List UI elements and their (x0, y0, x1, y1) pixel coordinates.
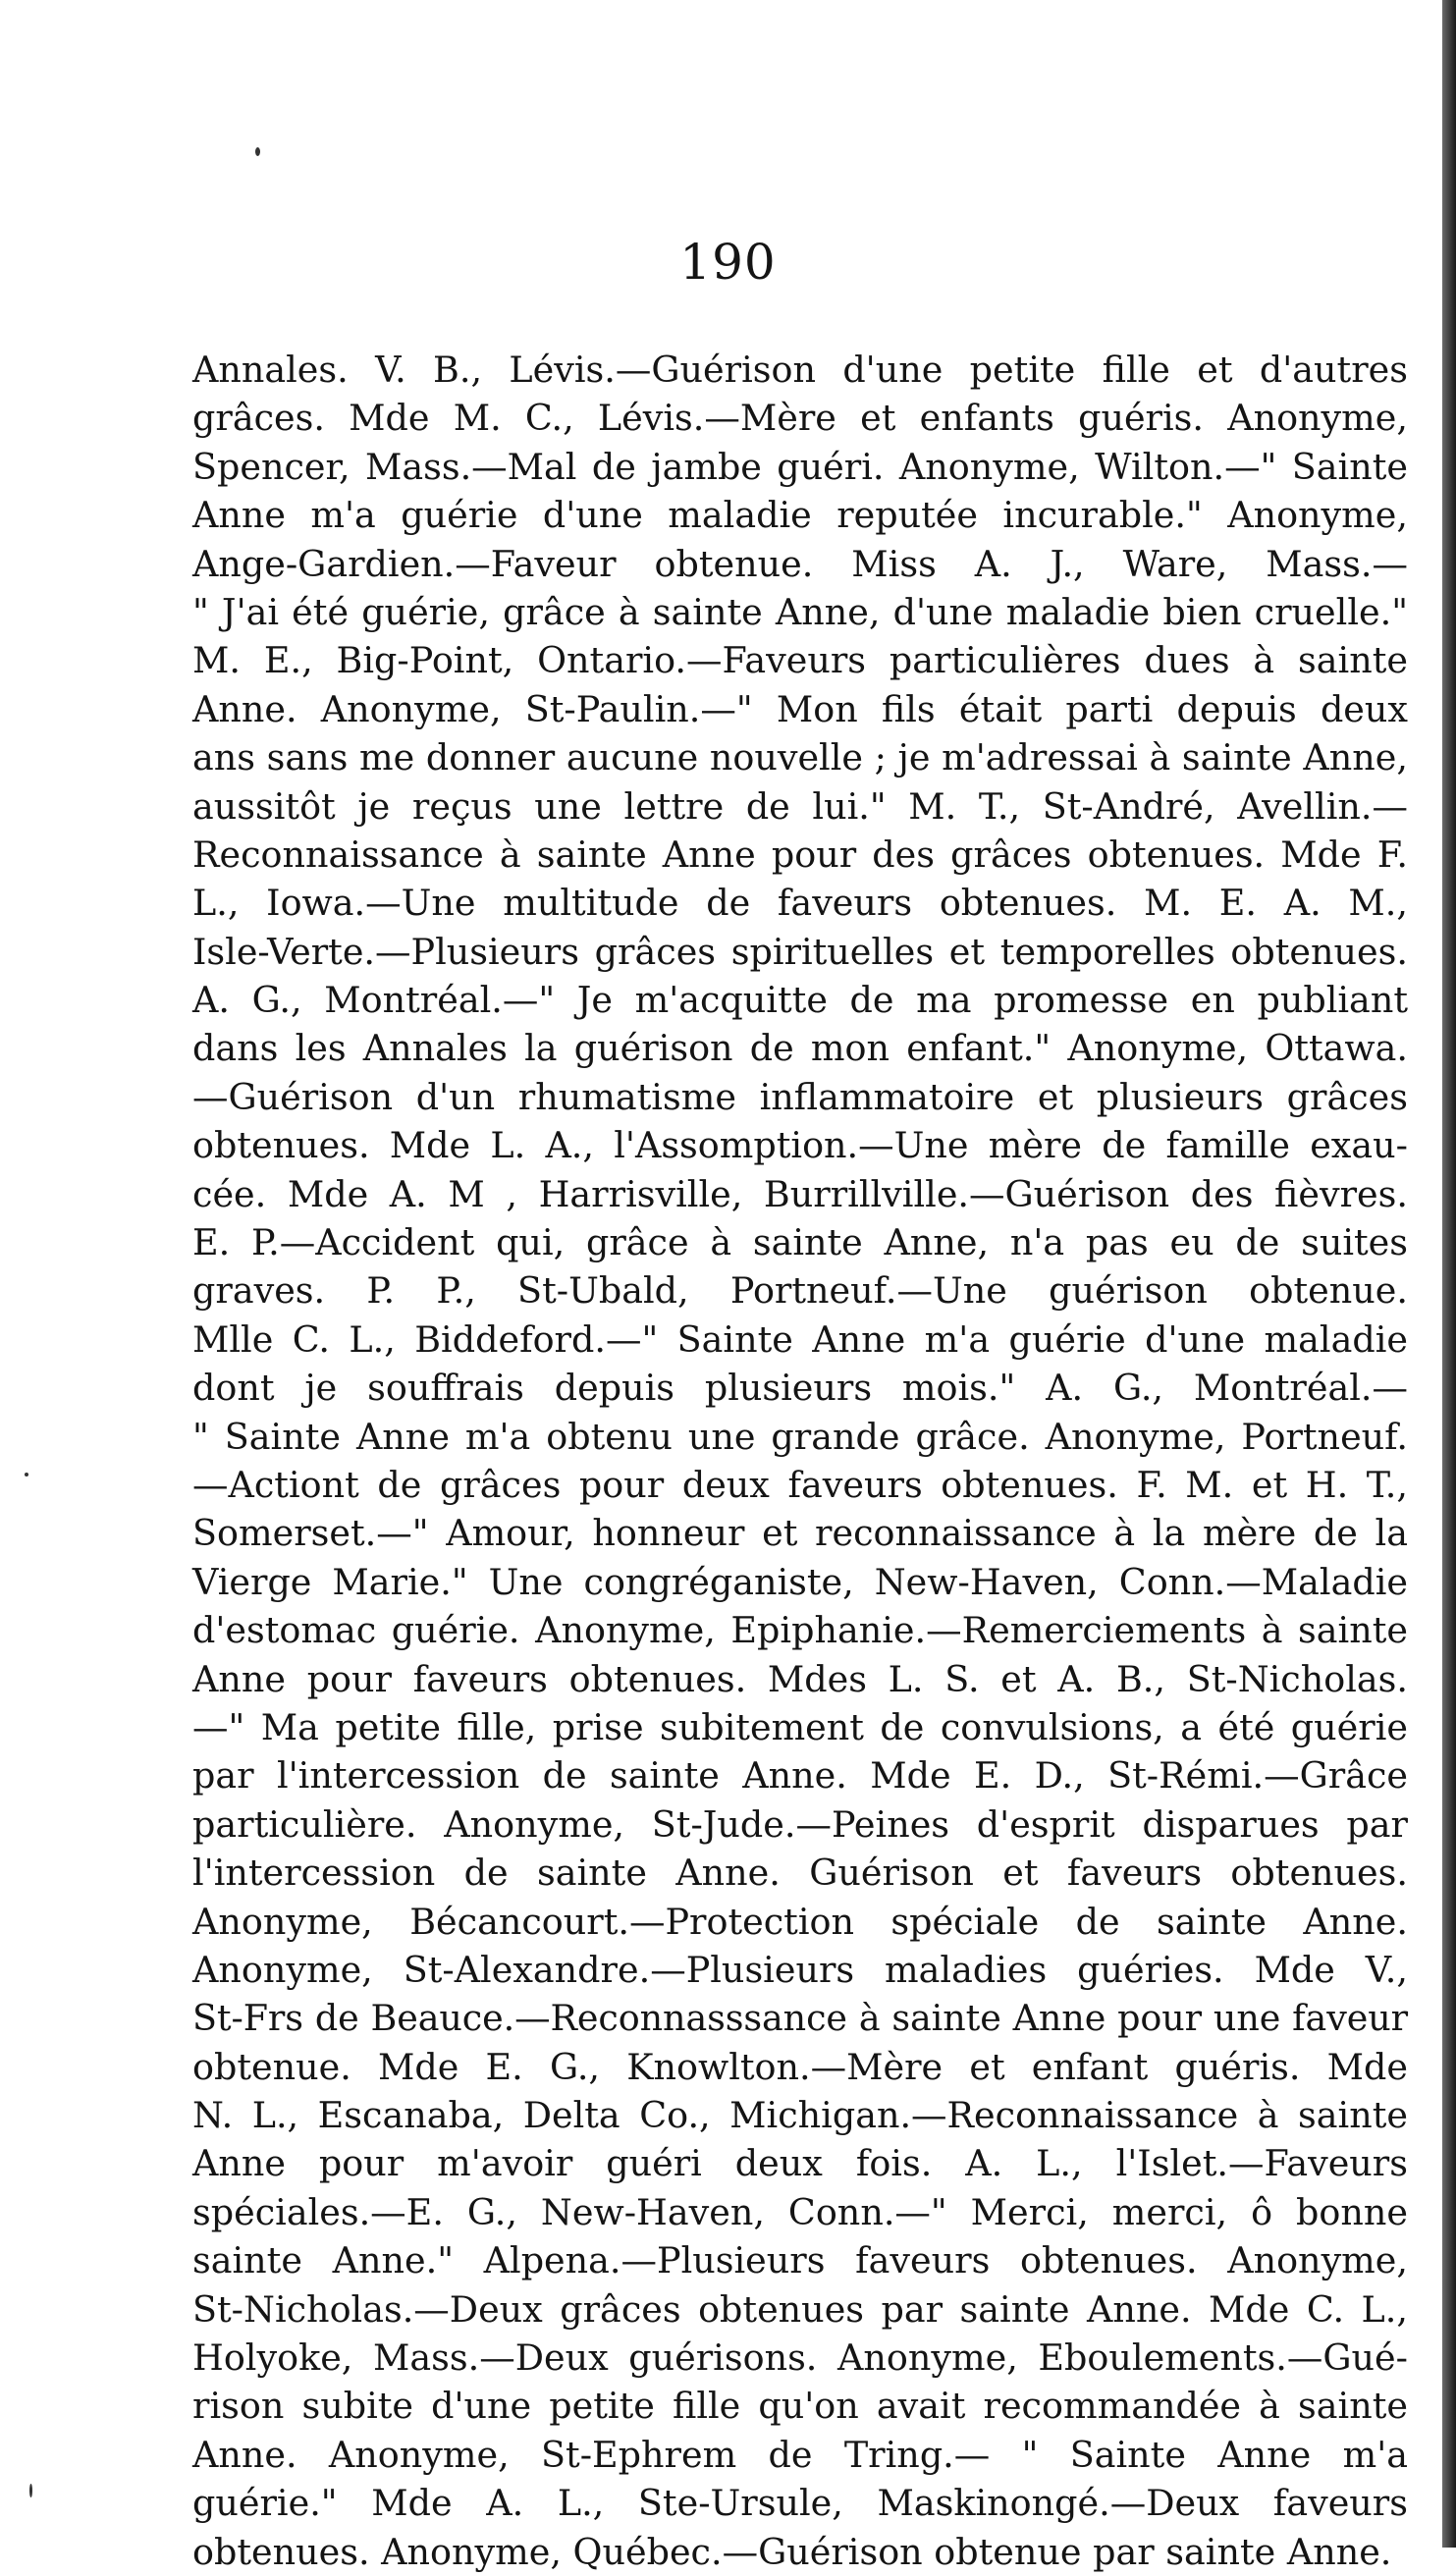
text-line: Ange-Gardien.—Faveur obtenue. Miss A. J., Ware, Mass.— (192, 542, 1408, 585)
text-line: A. G., Montréal.—" Je m'acquitte de ma promesse en publiant (192, 979, 1408, 1022)
text-line: Anne pour faveurs obtenues. Mdes L. S. et A. B., St-Nicholas. (192, 1657, 1408, 1700)
text-line: Mlle C. L., Biddeford.—" Sainte Anne m'a guérie d'une maladie (192, 1317, 1408, 1361)
scan-speck (25, 1473, 28, 1476)
text-line: M. E., Big-Point, Ontario.—Faveurs particulières dues à sainte (192, 639, 1408, 682)
text-line: Anonyme, Bécancourt.—Protection spéciale de sainte Anne. (192, 1900, 1408, 1943)
text-line: St-Nicholas.—Deux grâces obtenues par sainte Anne. Mde C. L., (192, 2287, 1408, 2331)
text-line: particulière. Anonyme, St-Jude.—Peines d'esprit disparues par (192, 1802, 1408, 1846)
text-line: sainte Anne." Alpena.—Plusieurs faveurs obtenues. Anonyme, (192, 2239, 1408, 2282)
text-line: guérie." Mde A. L., Ste-Ursule, Maskinongé.—Deux faveurs (192, 2482, 1408, 2525)
text-line: dans les Annales la guérison de mon enfant." Anonyme, Ottawa. (192, 1027, 1408, 1070)
text-line: " J'ai été guérie, grâce à sainte Anne, d'une maladie bien cruelle." (192, 590, 1408, 633)
text-line: " Sainte Anne m'a obtenu une grande grâce. Anonyme, Portneuf. (192, 1415, 1408, 1458)
text-line: Spencer, Mass.—Mal de jambe guéri. Anonyme, Wilton.—" Sainte (192, 445, 1408, 488)
text-line: aussitôt je reçus une lettre de lui." M. T., St-André, Avellin.— (192, 784, 1408, 828)
page-binding-edge (1442, 0, 1456, 2548)
text-line: N. L., Escanaba, Delta Co., Michigan.—Reconnaissance à sainte (192, 2094, 1408, 2137)
text-line: Somerset.—" Amour, honneur et reconnaissance à la mère de la (192, 1512, 1408, 1555)
text-line: Anne pour m'avoir guéri deux fois. A. L., l'Islet.—Faveurs (192, 2142, 1408, 2185)
text-line: obtenues. Anonyme, Québec.—Guérison obtenue par sainte Anne. (192, 2530, 1392, 2573)
text-line: dont je souffrais depuis plusieurs mois." A. G., Montréal.— (192, 1367, 1408, 1410)
text-line: graves. P. P., St-Ubald, Portneuf.—Une guérison obtenue. (192, 1269, 1408, 1313)
scan-speck (29, 2484, 32, 2497)
text-line: E. P.—Accident qui, grâce à sainte Anne, n'a pas eu de suites (192, 1221, 1408, 1264)
text-line: Anne. Anonyme, St-Paulin.—" Mon fils était parti depuis deux (192, 687, 1408, 730)
text-line: Annales. V. B., Lévis.—Guérison d'une petite fille et d'autres (192, 349, 1408, 391)
text-line: —" Ma petite fille, prise subitement de convulsions, a été guérie (192, 1705, 1408, 1748)
text-line: L., Iowa.—Une multitude de faveurs obtenues. M. E. A. M., (192, 882, 1408, 925)
text-line: ans sans me donner aucune nouvelle ; je m'adressai à sainte Anne, (192, 736, 1408, 779)
text-line: l'intercession de sainte Anne. Guérison et faveurs obtenues. (192, 1852, 1408, 1895)
text-line: obtenues. Mde L. A., l'Assomption.—Une mère de famille exau- (192, 1124, 1408, 1167)
text-line: Reconnaissance à sainte Anne pour des grâces obtenues. Mde F. (192, 832, 1408, 876)
body-text (192, 346, 1408, 2576)
text-line: —Actiont de grâces pour deux faveurs obtenues. F. M. et H. T., (192, 1463, 1408, 1506)
scan-speck (255, 147, 260, 156)
text-line: par l'intercession de sainte Anne. Mde E. D., St-Rémi.—Grâce (192, 1754, 1408, 1798)
text-line: Anonyme, St-Alexandre.—Plusieurs maladies guéries. Mde V., (192, 1948, 1408, 1991)
text-line: Isle-Verte.—Plusieurs grâces spirituelles et temporelles obtenues. (192, 930, 1408, 973)
text-line: Anne. Anonyme, St-Ephrem de Tring.— " Sainte Anne m'a (192, 2433, 1408, 2476)
text-line: rison subite d'une petite fille qu'on avait recommandée à sainte (192, 2385, 1408, 2428)
text-line: obtenue. Mde E. G., Knowlton.—Mère et enfant guéris. Mde (192, 2045, 1408, 2088)
text-line: cée. Mde A. M , Harrisville, Burrillville.—Guérison des fièvres. (192, 1172, 1408, 1215)
text-line: grâces. Mde M. C., Lévis.—Mère et enfants guéris. Anonyme, (192, 397, 1408, 440)
text-line: spéciales.—E. G., New-Haven, Conn.—" Merci, merci, ô bonne (192, 2190, 1408, 2233)
page-number: 190 (679, 234, 777, 291)
text-line: Holyoke, Mass.—Deux guérisons. Anonyme, Eboulements.—Gué- (192, 2336, 1408, 2380)
text-line: d'estomac guérie. Anonyme, Epiphanie.—Remerciements à sainte (192, 1609, 1408, 1652)
text-line: Anne m'a guérie d'une maladie reputée incurable." Anonyme, (192, 494, 1408, 537)
text-line: Vierge Marie." Une congréganiste, New-Haven, Conn.—Maladie (192, 1560, 1408, 1603)
text-line: St-Frs de Beauce.—Reconnasssance à sainte Anne pour une faveur (192, 1997, 1408, 2040)
text-line: —Guérison d'un rhumatisme inflammatoire et plusieurs grâces (192, 1075, 1408, 1118)
